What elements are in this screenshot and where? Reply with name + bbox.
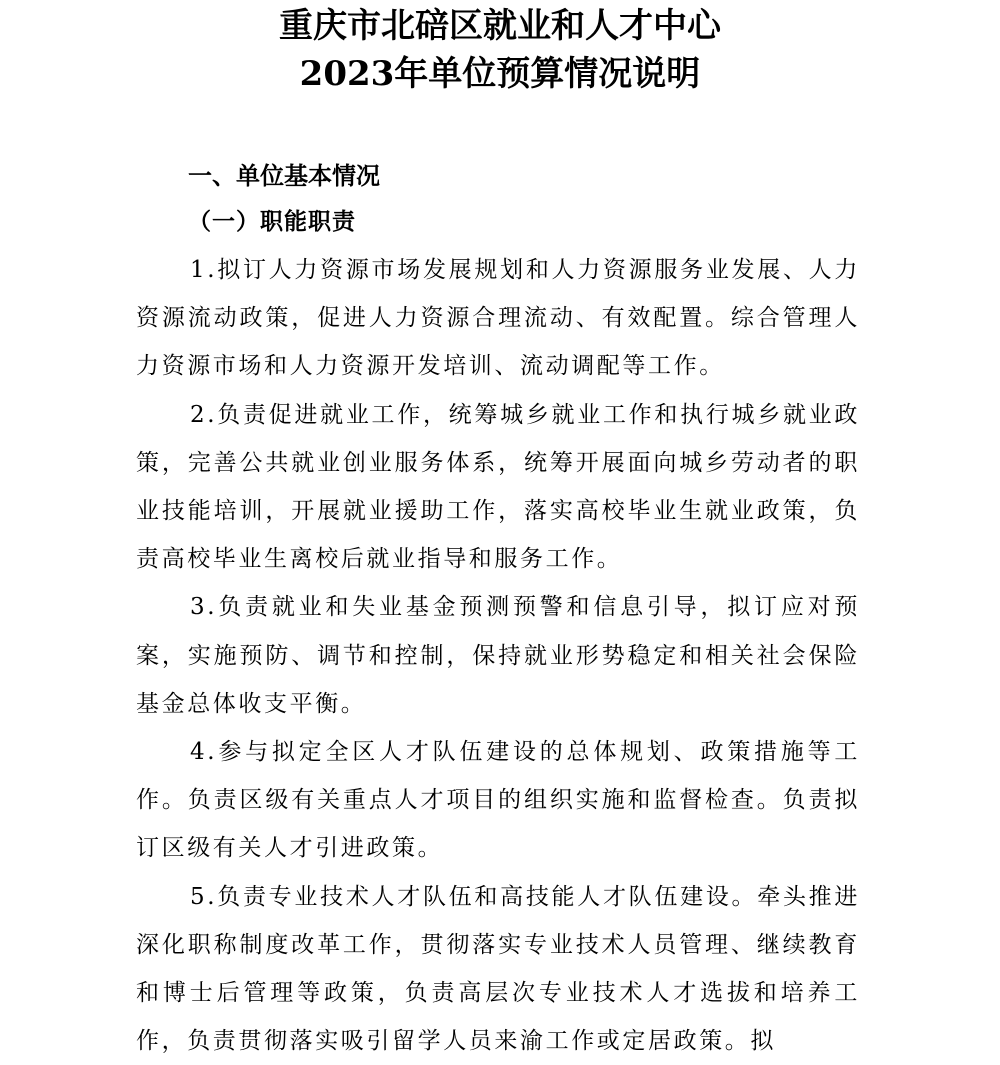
- paragraph-item-2: 2.负责促进就业工作，统筹城乡就业工作和执行城乡就业政策，完善公共就业创业服务体系，统筹开展面向城乡劳动者的职业技能培训，开展就业援助工作，落实高校毕业生就业政策，负责高校毕业生离校后就业指导和服务工作。: [136, 401, 860, 573]
- subsection-heading-functions: （一）职能职责: [188, 208, 356, 235]
- section-heading-basic-info: 一、单位基本情况: [188, 162, 380, 190]
- paragraph-item-4: 4.参与拟定全区人才队伍建设的总体规划、政策措施等工作。负责区级有关重点人才项目的组织实施和监督检查。负责拟订区级有关人才引进政策。: [136, 739, 860, 862]
- document-body: [136, 246, 860, 1065]
- paragraph-item-1: 1.拟订人力资源市场发展规划和人力资源服务业发展、人力资源流动政策，促进人力资源合理流动、有效配置。综合管理人力资源市场和人力资源开发培训、流动调配等工作。: [136, 257, 860, 380]
- paragraph-item-5: 5.负责专业技术人才队伍和高技能人才队伍建设。牵头推进深化职称制度改革工作，贯彻落实专业技术人员管理、继续教育和博士后管理等政策，负责高层次专业技术人才选拔和培养工作，负责贯彻落实吸引留学人员来渝工作或定居政策。拟: [136, 883, 860, 1055]
- document-title-line2: 2023年单位预算情况说明: [299, 54, 701, 94]
- paragraph-item-3: 3.负责就业和失业基金预测预警和信息引导，拟订应对预案，实施预防、调节和控制，保持就业形势稳定和相关社会保险基金总体收支平衡。: [136, 594, 860, 717]
- document-title-line1: 重庆市北碚区就业和人才中心: [279, 6, 721, 46]
